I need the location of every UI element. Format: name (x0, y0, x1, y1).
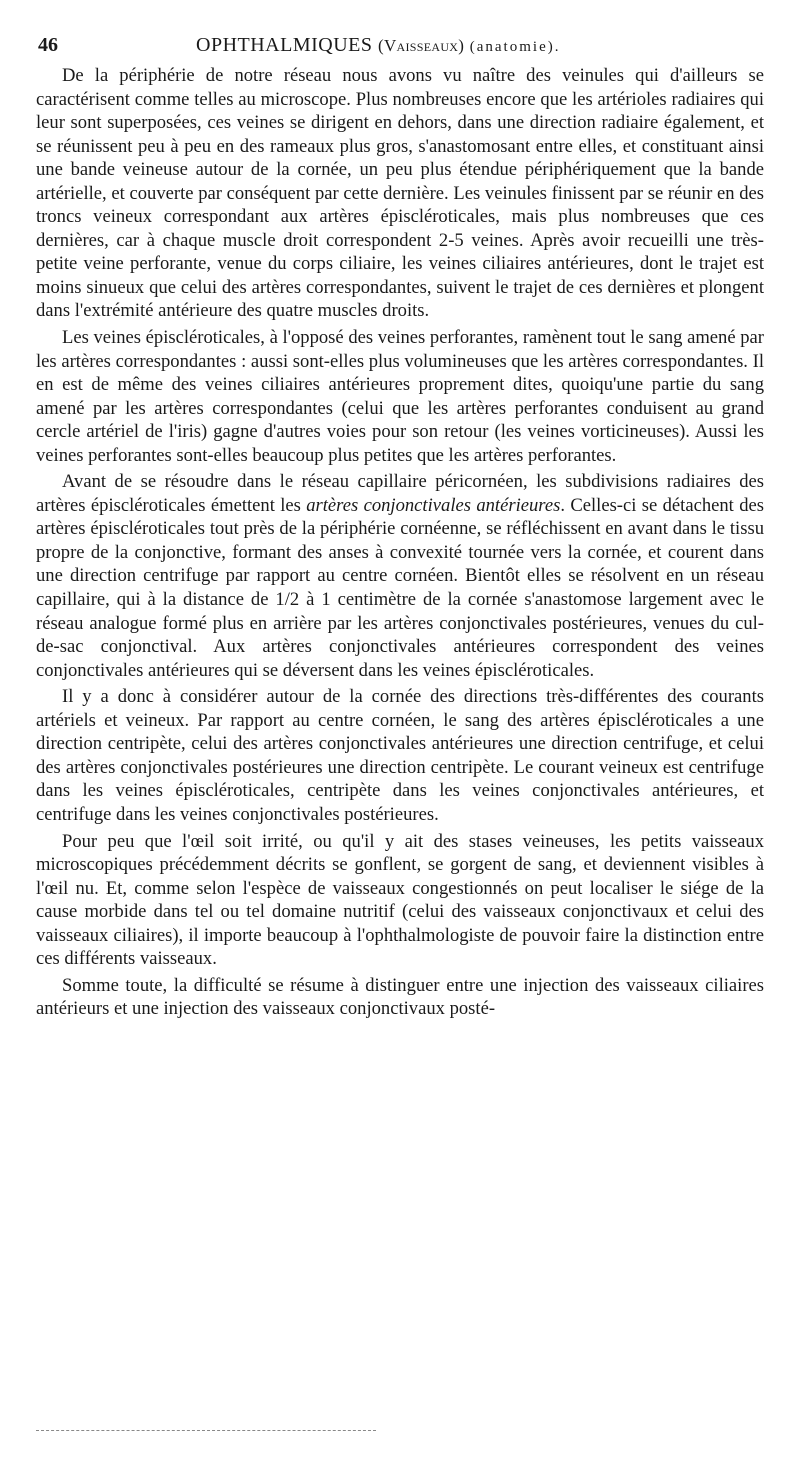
book-page (36, 30, 764, 1021)
paragraph-text: De la périphérie de notre réseau nous avons vu naître des veinules qui d'ailleurs se caractérisent comme telles au microscope. Plus nombreuses encore que les artérioles radiaires qui leur sont superposées, ces veines se dirigent en dehors, dans une direction radiaire également, et se réunissent peu à peu en des rameaux plus gros, s'anastomosant entre elles, et constituant ainsi une bande veineuse autour de la cornée, un peu plus étendue périphériquement que la bande artérielle, et couverte par conséquent par cette dernière. Les veinules finissent par se réunir en des troncs veineux correspondant aux artères épiscléroticales, mais plus nombreuses que ces dernières, car à chaque muscle droit correspondent 2-5 veines. Après avoir recueilli une très-petite veine perforante, venue du corps ciliaire, les veines ciliaires antérieures, dont le trajet est moins sinueux que celui des artères correspondantes, suivent le trajet de ces dernières et plongent dans l'extrémité antérieure des quatre muscles droits. (36, 65, 764, 322)
page-number: 46 (38, 34, 58, 56)
paragraph-text: Avant de se résoudre dans le réseau capillaire péricornéen, les subdivisions radiaires des artères épiscléroticales émettent les (36, 471, 764, 516)
paragraph (36, 974, 764, 1021)
paragraph-text: Les veines épiscléroticales, à l'opposé des veines perforantes, ramènent tout le sang amené par les artères correspondantes : aussi sont-elles plus volumineuses que les artères correspondantes. Il en est de même des veines ciliaires antérieures proprement dites, quoiqu'une partie du sang amené par les artères correspondantes (celui que les artères perforantes conduisent au grand cercle artériel de l'iris) gagne d'autres voies pour son retour (les veines vorticineuses). Aussi les veines perforantes sont-elles beaucoup plus petites que les artères perforantes. (36, 327, 764, 466)
paragraph (36, 64, 764, 323)
paragraph (36, 326, 764, 467)
running-title-main: OPHTHALMIQUES (196, 34, 373, 56)
paragraph-text: Somme toute, la difficulté se résume à distinguer entre une injection des vaisseaux ciliaires antérieurs et une injection des vaisseaux conjonctivaux posté- (36, 974, 764, 1020)
paragraph-text: Il y a donc à considérer autour de la cornée des directions très-différentes des courants artériels et veineux. Par rapport au centre cornéen, le sang des artères épiscléroticales a une direction centripète, celui des artères conjonctivales antérieures une direction centrifuge, et celui des artères conjonctivales postérieures une direction centripète. Le courant veineux est centrifuge dans les veines épiscléroticales, centripète dans les veines conjonctivales antérieures, et centrifuge dans les veines conjonctivales postérieures. (36, 686, 764, 825)
paragraph-text: . Celles-ci se détachent des artères épiscléroticales tout près de la périphérie cornéenne, se réfléchissent en avant dans le tissu propre de la conjonctive, formant des anses à convexité tournée vers la cornée, et courent dans une direction centrifuge par rapport au centre cornéen. Bientôt elles se résolvent en un réseau capillaire, qui à la distance de 1/2 à 1 centimètre de la cornée s'anastomose largement avec le réseau analogue formé plus en arrière par les artères conjonctivales postérieures, venues du cul-de-sac conjonctival. Aux artères conjonctivales antérieures correspondent des veines conjonctivales antérieures qui se déversent dans les veines épiscléroticales. (36, 494, 764, 681)
paragraph (36, 830, 764, 971)
running-title-section: (Vaisseaux) (378, 36, 465, 55)
page-header (36, 30, 764, 60)
paragraph-text: Pour peu que l'œil soit irrité, ou qu'il y ait des stases veineuses, les petits vaisseaux microscopiques précédemment décrits se gonflent, se gorgent de sang, et deviennent visibles à l'œil nu. Et, comme selon l'espèce de vaisseaux congestionnés on peut localiser le siége de la cause morbide dans tel ou tel domaine nutritif (celui des vaisseaux conjonctivaux et celui des vaisseaux ciliaires), il importe beaucoup à l'ophthalmologiste de pouvoir faire la distinction entre ces différents vaisseaux. (36, 830, 764, 970)
paragraph (36, 470, 764, 682)
italic-term: artères conjonctivales antérieures (306, 494, 561, 516)
paragraph (36, 685, 764, 826)
body-text (36, 64, 764, 1021)
footer-rule (36, 1430, 376, 1431)
running-title (196, 30, 560, 62)
running-title-sub: (anatomie). (469, 39, 561, 55)
